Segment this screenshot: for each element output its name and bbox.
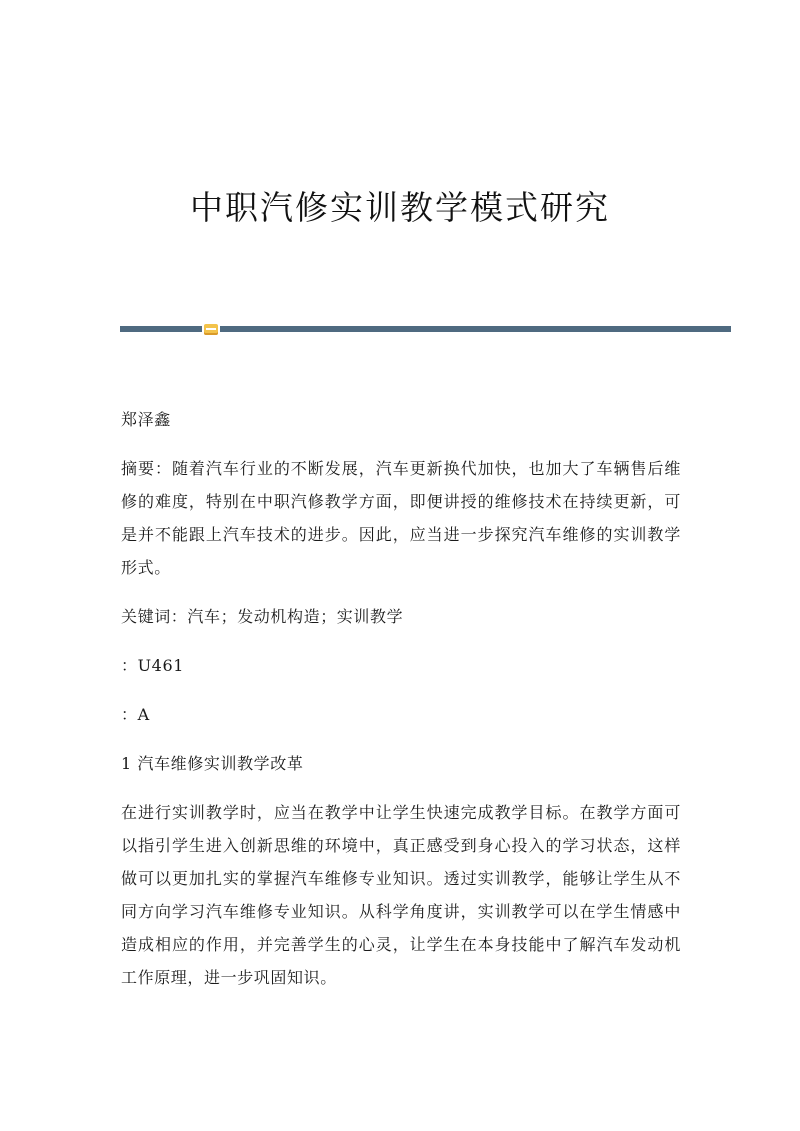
divider-ornament-icon — [204, 324, 218, 335]
author-name: 郑泽鑫 — [121, 410, 171, 429]
divider-bar-left — [120, 326, 202, 332]
document-title: 中职汽修实训教学模式研究 — [190, 188, 610, 227]
title-divider — [120, 326, 731, 334]
keywords-line: 关键词：汽车；发动机构造；实训教学 — [121, 607, 404, 626]
divider-bar-right — [220, 326, 731, 332]
section-paragraph: 在进行实训教学时，应当在教学中让学生快速完成教学目标。在教学方面可以指引学生进入创新思维的环境中，真正感受到身心投入的学习状态，这样做可以更加扎实的掌握汽车维修专业知识。透过实训教学，能够让学生从不同方向学习汽车维修专业知识。从科学角度讲，实训教学可以在学生情感中造成相应的作用，并完善学生的心灵，让学生在本身技能中了解汽车发动机工作原理，进一步巩固知识。 — [121, 803, 681, 987]
document-code: ：A — [121, 705, 150, 724]
abstract-paragraph: 摘要：随着汽车行业的不断发展，汽车更新换代加快，也加大了车辆售后维修的难度，特别在中职汽修教学方面，即便讲授的维修技术在持续更新，可是并不能跟上汽车技术的进步。因此，应当进一步探究汽车维修的实训教学形式。 — [121, 459, 681, 577]
section-heading: 1 汽车维修实训教学改革 — [121, 754, 304, 773]
classification-number: ：U461 — [121, 656, 185, 675]
document-body — [121, 403, 681, 1010]
